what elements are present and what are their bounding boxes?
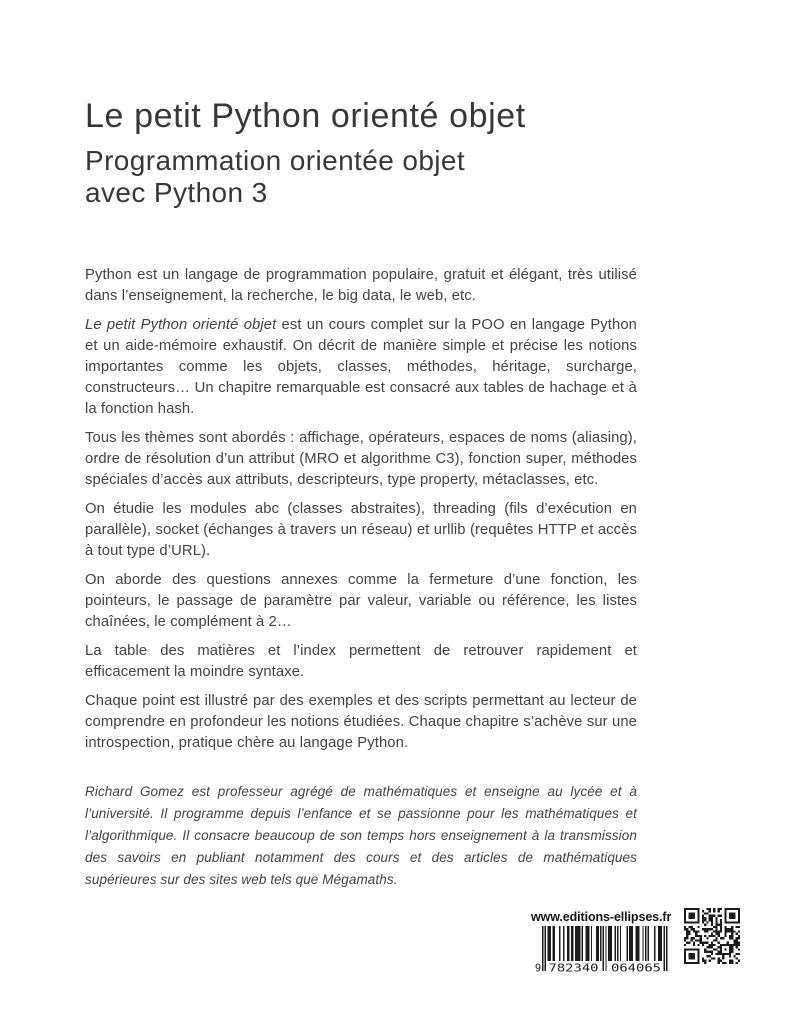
svg-text:9: 9 bbox=[534, 962, 541, 973]
description-paragraph: La table des matières et l’index permettent de retrouver rapidement et efficacement la moindre syntaxe. bbox=[85, 643, 637, 680]
publisher-website: www.editions-ellipses.fr bbox=[531, 910, 672, 924]
description-paragraph: On étudie les modules abc (classes abstraites), threading (fils d’exécution en parallèle), socket (échanges à travers un réseau) et urllib (requêtes HTTP et accès à tout type d’URL). bbox=[85, 501, 637, 559]
svg-text:782340: 782340 bbox=[548, 962, 599, 973]
description-paragraph: On aborde des questions annexes comme la fermeture d’une fonction, les pointeurs, le passage de paramètre par valeur, variable ou référence, les listes chaînées, le complément à 2… bbox=[85, 572, 637, 630]
description-paragraph: Tous les thèmes sont abordés : affichage, opérateurs, espaces de noms (aliasing), ordre de résolution d’un attribut (MRO et algorithme C3), fonction super, méthodes spéciales d’accès aux attributs, descripteurs, type property, métaclasses, etc. bbox=[85, 430, 637, 488]
book-subtitle bbox=[85, 145, 637, 209]
description-paragraph: Le petit Python orienté objet est un cours complet sur la POO en langage Python et un aide-mémoire exhaustif. On décrit de manière simple et précise les notions importantes comme les objets, classes, méthodes, héritage, surcharge, constructeurs… Un chapitre remarquable est consacré aux tables de hachage et à la fonction hash. bbox=[85, 317, 637, 417]
svg-text:064065: 064065 bbox=[610, 962, 661, 973]
cover-content bbox=[85, 97, 637, 762]
description-paragraph: Python est un langage de programmation populaire, gratuit et élégant, très utilisé dans l’enseignement, la recherche, le big data, le web, etc. bbox=[85, 267, 637, 304]
ean13-barcode-icon bbox=[535, 926, 668, 973]
publisher-block bbox=[531, 904, 671, 973]
author-bio: Richard Gomez est professeur agrégé de mathématiques et enseigne au lycée et à l’université. Il programme depuis l’enfance et se passionne pour les mathématiques et l’algorithmique. Il consacre beaucoup de son temps hors enseignement à la transmission des savoirs en publiant notamment des cours et des articles de mathématiques supérieures sur des sites web tels que Mégamaths. bbox=[85, 784, 637, 887]
description-paragraph: Chaque point est illustré par des exemples et des scripts permettant au lecteur de comprendre en profondeur les notions étudiées. Chaque chapitre s’achève sur une introspection, pratique chère au langage Python. bbox=[85, 693, 637, 751]
qr-code-icon bbox=[684, 908, 740, 964]
subtitle-line-1: Programmation orientée objet bbox=[85, 145, 466, 176]
description-text bbox=[85, 265, 637, 754]
book-title: Le petit Python orienté objet bbox=[85, 97, 526, 135]
subtitle-line-2: avec Python 3 bbox=[85, 177, 268, 208]
footer-block bbox=[531, 904, 740, 973]
